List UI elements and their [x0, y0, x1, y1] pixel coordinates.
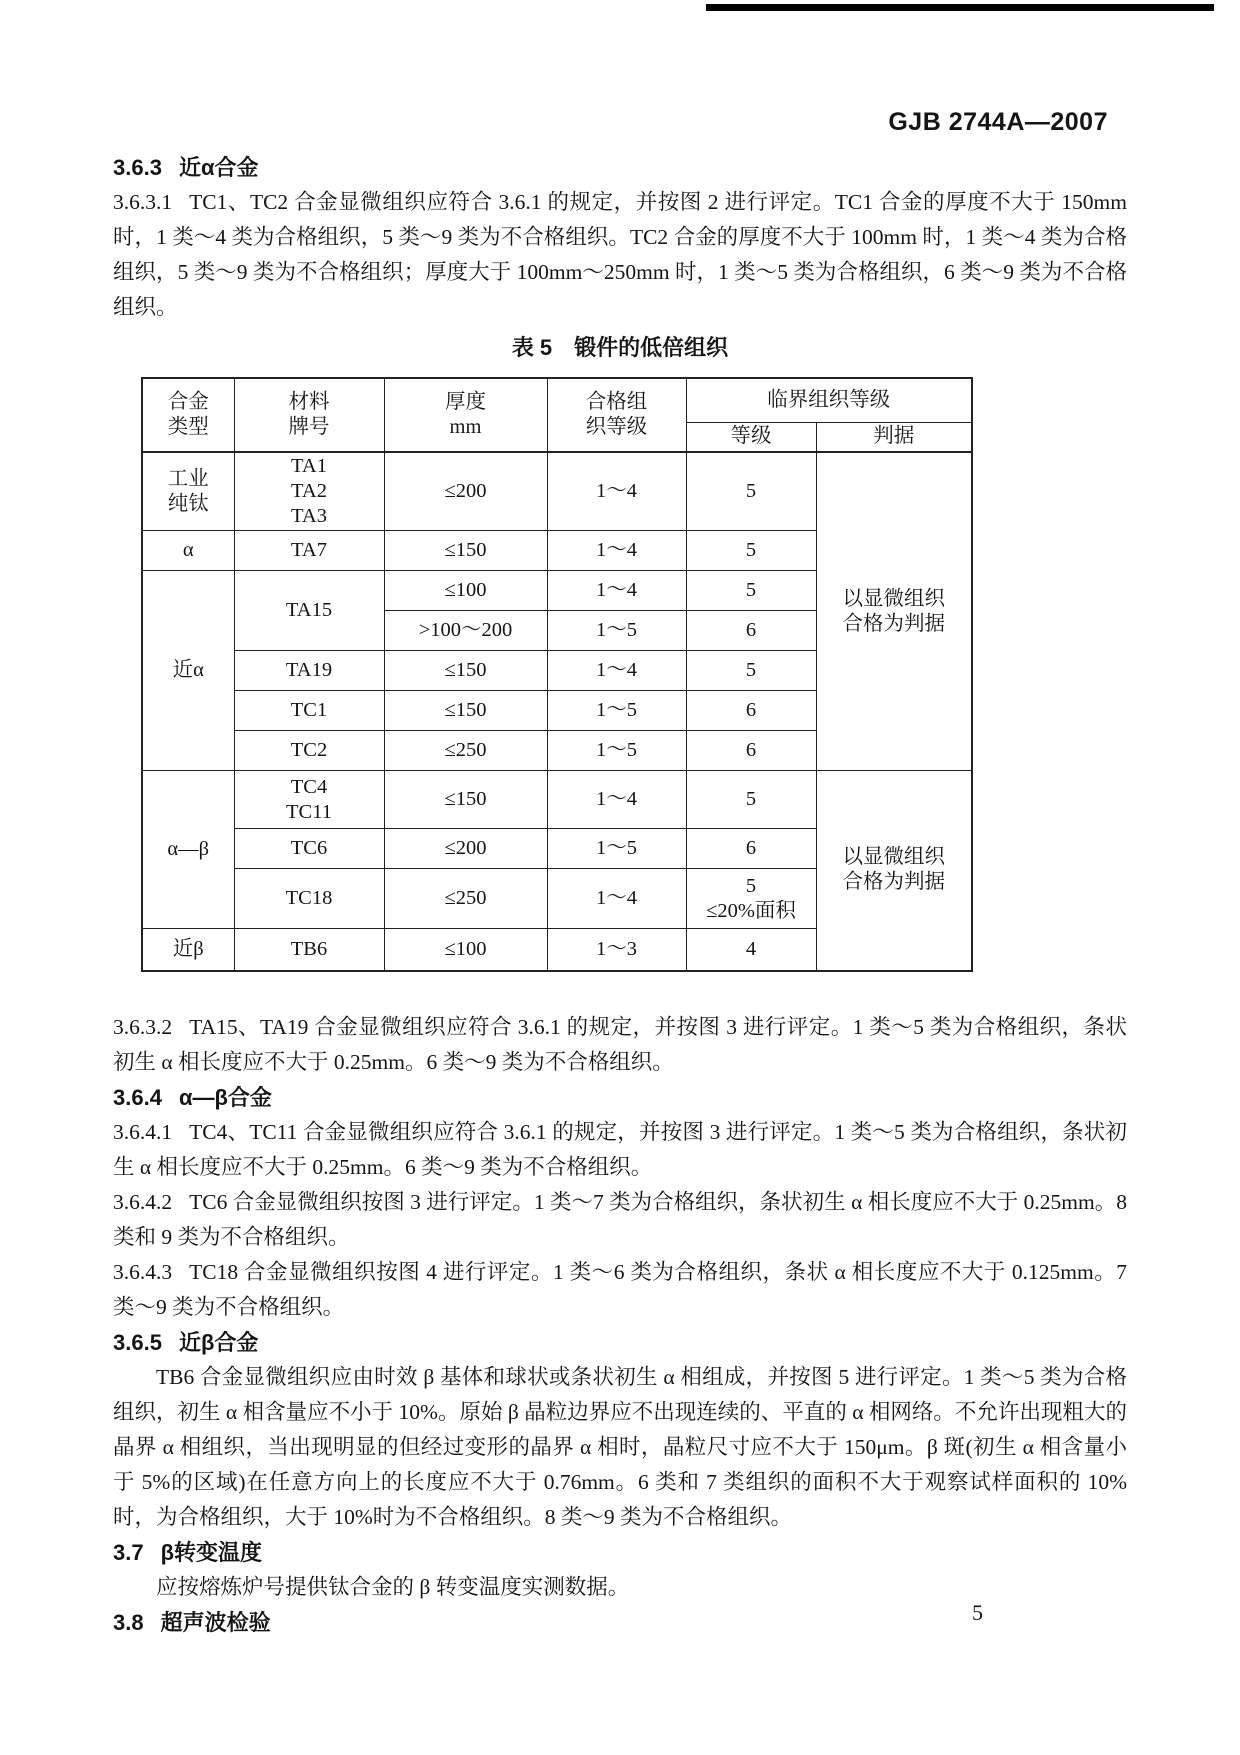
- cell-thickness: ≤150: [384, 771, 547, 829]
- clause-number: 3.6.4.3: [113, 1259, 173, 1284]
- cell-line: 合格为判据: [842, 871, 945, 894]
- cell-qualified: 1～5: [547, 731, 686, 771]
- header-thickness: [384, 378, 547, 452]
- cell-qualified: 1～5: [547, 691, 686, 731]
- header-grade: 等级: [686, 422, 816, 452]
- clause-text: TC4、TC11 合金显微组织应符合 3.6.1 的规定，并按图 3 进行评定。1 类～5 类为合格组织，条状初生 α 相长度应不大于 0.25mm。6 类～9 类为不合格组织。: [113, 1119, 1127, 1179]
- cell-alloy-type: 近α: [142, 571, 234, 771]
- top-rule: [706, 4, 1214, 11]
- paragraph-3-6-3-1: [113, 185, 1127, 325]
- cell-qualified: 1～5: [547, 829, 686, 869]
- cell-line: TC11: [286, 800, 332, 823]
- clause-text: TC6 合金显微组织按图 3 进行评定。1 类～7 类为合格组织，条状初生 α 相长度应不大于 0.25mm。8 类和 9 类为不合格组织。: [113, 1189, 1127, 1249]
- doc-number: GJB 2744A—2007: [888, 108, 1108, 136]
- cell-brand: [234, 771, 384, 829]
- cell-brand: TC2: [234, 731, 384, 771]
- cell-thickness: ≤150: [384, 691, 547, 731]
- cell-thickness: ≤150: [384, 651, 547, 691]
- header-brand: [234, 378, 384, 452]
- cell-line: 厚度: [445, 391, 486, 413]
- table-row: [142, 771, 972, 829]
- cell-brand: TB6: [234, 929, 384, 971]
- cell-alloy-type: α: [142, 531, 234, 571]
- cell-thickness: ≤100: [384, 929, 547, 971]
- cell-line: 以显微组织: [842, 587, 945, 610]
- cell-thickness: ≤150: [384, 531, 547, 571]
- cell-thickness: ≤250: [384, 869, 547, 929]
- cell-line: 合格为判据: [842, 612, 945, 635]
- cell-brand: TA15: [234, 571, 384, 651]
- cell-critical: 4: [686, 929, 816, 971]
- cell-brand: [234, 452, 384, 531]
- cell-alloy-type: α—β: [142, 771, 234, 929]
- cell-criterion: [816, 452, 972, 771]
- cell-line: 织等级: [585, 416, 648, 438]
- cell-critical: 6: [686, 731, 816, 771]
- cell-brand: TC18: [234, 869, 384, 929]
- clause-number: 3.6.4.2: [113, 1189, 173, 1214]
- cell-critical: 6: [686, 611, 816, 651]
- page-number: 5: [972, 1600, 983, 1625]
- cell-thickness: >100～200: [384, 611, 547, 651]
- clause-number: 3.6.3.1: [113, 190, 173, 214]
- cell-line: 合格组: [585, 391, 648, 413]
- clause-title: α—β合金: [178, 1084, 272, 1110]
- clause-number: 3.8: [113, 1609, 144, 1635]
- cell-line: TC4: [290, 775, 328, 798]
- cell-criterion: [816, 771, 972, 971]
- cell-qualified: 1～4: [547, 531, 686, 571]
- paragraph-3-6-3-2: [113, 1010, 1127, 1080]
- cell-brand: TA7: [234, 531, 384, 571]
- page-content: [113, 150, 1127, 1640]
- clause-number: 3.6.4.1: [113, 1119, 173, 1144]
- cell-thickness: ≤200: [384, 829, 547, 869]
- cell-line: TA3: [291, 505, 327, 527]
- clause-text: TC18 合金显微组织按图 4 进行评定。1 类～6 类为合格组织，条状 α 相长度应不大于 0.125mm。7 类～9 类为不合格组织。: [113, 1259, 1127, 1319]
- cell-alloy-type: [142, 452, 234, 531]
- cell-brand: TC1: [234, 691, 384, 731]
- clause-text: TC1、TC2 合金显微组织应符合 3.6.1 的规定，并按图 2 进行评定。TC1 合金的厚度不大于 150mm 时，1 类～4 类为合格组织，5 类～9 类为不合格组织。TC2 合金的厚度不大于 100mm 时，1 类～4 类为合格组织，5 类～9 类为不合格组织；厚度大于 100mm～250mm 时，1 类～5 类为合格组织，6 类～9 类为不合格组织。: [113, 190, 1127, 319]
- paragraph-3-6-4-3: [113, 1255, 1127, 1325]
- cell-critical: 5: [686, 531, 816, 571]
- cell-line: 合金: [167, 391, 209, 413]
- cell-alloy-type: 近β: [142, 929, 234, 971]
- clause-title: 超声波检验: [160, 1609, 271, 1635]
- clause-title: 近α合金: [178, 155, 259, 180]
- heading-3-6-5: [113, 1325, 1127, 1360]
- clause-text: TA15、TA19 合金显微组织应符合 3.6.1 的规定，并按图 3 进行评定。1 类～5 类为合格组织，条状初生 α 相长度应不大于 0.25mm。6 类～9 类为不合格组织。: [113, 1014, 1127, 1074]
- cell-line: 牌号: [288, 416, 330, 438]
- clause-number: 3.6.3: [113, 155, 162, 180]
- cell-critical: 6: [686, 829, 816, 869]
- cell-critical: [686, 869, 816, 929]
- cell-qualified: 1～5: [547, 611, 686, 651]
- cell-line: ≤20%面积: [706, 899, 796, 922]
- cell-line: 材料: [288, 391, 330, 413]
- paragraph-3-6-5-body: TB6 合金显微组织应由时效 β 基体和球状或条状初生 α 相组成，并按图 5 进行评定。1 类～5 类为合格组织，初生 α 相含量应不小于 10%。原始 β 晶粒边界应不出现连续的、平直的 α 相网络。不允许出现粗大的晶界 α 相组织，当出现明显的但经过变形的晶界 α 相时，晶粒尺寸应不大于 150μm。β 斑(初生 α 相含量小于 5%的区域)在任意方向上的长度应不大于 0.76mm。6 类和 7 类组织的面积不大于观察试样面积的 10%时，为合格组织，大于 10%时为不合格组织。8 类～9 类为不合格组织。: [113, 1364, 1127, 1529]
- cell-critical: 5: [686, 571, 816, 611]
- header-criterion: 判据: [816, 422, 972, 452]
- cell-critical: 5: [686, 651, 816, 691]
- cell-line: 5: [745, 874, 757, 897]
- cell-line: TA2: [291, 480, 327, 502]
- clause-number: 3.6.4: [113, 1084, 162, 1110]
- table-row: [142, 452, 972, 531]
- clause-number: 3.6.3.2: [113, 1014, 173, 1039]
- cell-critical: 6: [686, 691, 816, 731]
- paragraph-3-7-body: 应按熔炼炉号提供钛合金的 β 转变温度实测数据。: [156, 1574, 630, 1599]
- paragraph-3-6-4-2: [113, 1185, 1127, 1255]
- cell-qualified: 1～4: [547, 771, 686, 829]
- header-alloy-type: [142, 378, 234, 452]
- cell-thickness: ≤250: [384, 731, 547, 771]
- cell-line: mm: [449, 416, 482, 438]
- cell-qualified: 1～3: [547, 929, 686, 971]
- cell-brand: TA19: [234, 651, 384, 691]
- cell-qualified: 1～4: [547, 452, 686, 531]
- heading-3-7: [113, 1535, 1127, 1570]
- clause-title: β转变温度: [160, 1539, 263, 1565]
- cell-critical: 5: [686, 771, 816, 829]
- header-critical-group: 临界组织等级: [686, 378, 972, 422]
- cell-qualified: 1～4: [547, 869, 686, 929]
- heading-3-6-4: [113, 1080, 1127, 1115]
- cell-line: 工业: [167, 467, 209, 490]
- clause-number: 3.7: [113, 1539, 144, 1565]
- heading-3-6-3: [113, 150, 1127, 185]
- cell-thickness: ≤100: [384, 571, 547, 611]
- cell-line: 类型: [167, 416, 209, 438]
- clause-title: 近β合金: [178, 1329, 259, 1355]
- cell-qualified: 1～4: [547, 571, 686, 611]
- cell-qualified: 1～4: [547, 651, 686, 691]
- cell-critical: 5: [686, 452, 816, 531]
- cell-line: 纯钛: [167, 492, 209, 515]
- table-5-title: 表 5 锻件的低倍组织: [511, 335, 729, 360]
- cell-line: TA1: [291, 455, 327, 477]
- table-header-row-1: [142, 378, 972, 422]
- paragraph-3-6-4-1: [113, 1115, 1127, 1185]
- cell-line: 以显微组织: [842, 846, 945, 869]
- cell-thickness: ≤200: [384, 452, 547, 531]
- cell-brand: TC6: [234, 829, 384, 869]
- clause-number: 3.6.5: [113, 1329, 162, 1355]
- header-qualified-grade: [547, 378, 686, 452]
- table-5: [141, 377, 973, 972]
